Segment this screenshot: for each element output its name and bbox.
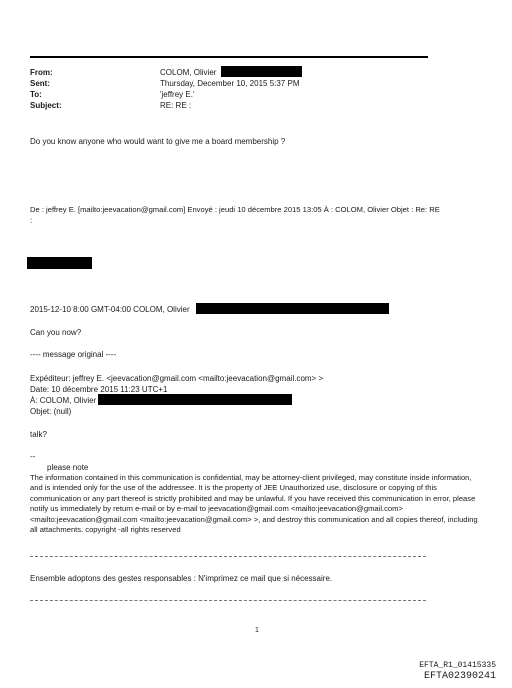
subject-value: RE: RE : [160,101,192,110]
objet-line: Objet: (null) [30,407,72,416]
signature-dashes: -- [30,452,36,461]
footer-ref-2: EFTA02390241 [423,671,496,682]
date-line: Date: 10 décembre 2015 11:23 UTC+1 [30,385,168,394]
dashed-divider [30,600,426,601]
body-question: Do you know anyone who would want to give me a board membership ? [30,137,286,146]
to-value: 'jeffrey E.' [160,90,195,99]
forward-header-line2: : [30,216,33,225]
subject-label: Subject: [30,101,62,110]
forward-header-line1: De : jeffrey E. [mailto:jeevacation@gmail.com] Envoyé : jeudi 10 décembre 2015 13:05 À : COLOM, Olivier Objet : Re: RE [30,205,440,214]
disclaimer-paragraph: The information contained in this communication is confidential, may be attorney-client privileged, may constitute inside information, and is intended only for the use of the addressee. It is the property of JEE Unauthorized use, disclosure or copying of this communication or any part thereof is strictly prohibited and may be unlawful. If you have received this communication in error, please notify us immediately by return e-mail or by e-mail to jeevacation@gmail.com <mailto:jeevacation@gmail.com> <mailto:jeevacation@gmail.com <mailto:jeevacation@gmail.com> >, and destroy this communication and all copies thereof, including all attachments. copyright -all rights reserved [30,473,478,535]
reply-header: 2015-12-10 8:00 GMT-04:00 COLOM, Olivier [30,305,190,314]
expediteur-line: Expéditeur: jeffrey E. <jeevacation@gmail.com <mailto:jeevacation@gmail.com> > [30,374,324,383]
talk-line: talk? [30,430,47,439]
dashed-divider [30,556,426,557]
can-you-now: Can you now? [30,328,82,337]
sent-value: Thursday, December 10, 2015 5:37 PM [160,79,300,88]
redaction-block [27,257,92,269]
redaction-block [98,394,292,405]
from-label: From: [30,68,53,77]
message-original: ---- message original ---- [30,350,117,359]
ensemble-line: Ensemble adoptons des gestes responsables : N'imprimez ce mail que si nécessaire. [30,574,333,583]
please-note: please note [47,463,89,472]
redaction-block [221,66,302,77]
a-line: À: COLOM, Olivier [30,396,97,405]
page-number: 1 [255,627,259,634]
to-label: To: [30,90,42,99]
sent-label: Sent: [30,79,50,88]
footer-ref-1: EFTA_R1_01415335 [419,661,496,670]
header-rule [30,56,428,58]
redaction-block [196,303,389,314]
from-value: COLOM, Olivier [160,68,217,77]
